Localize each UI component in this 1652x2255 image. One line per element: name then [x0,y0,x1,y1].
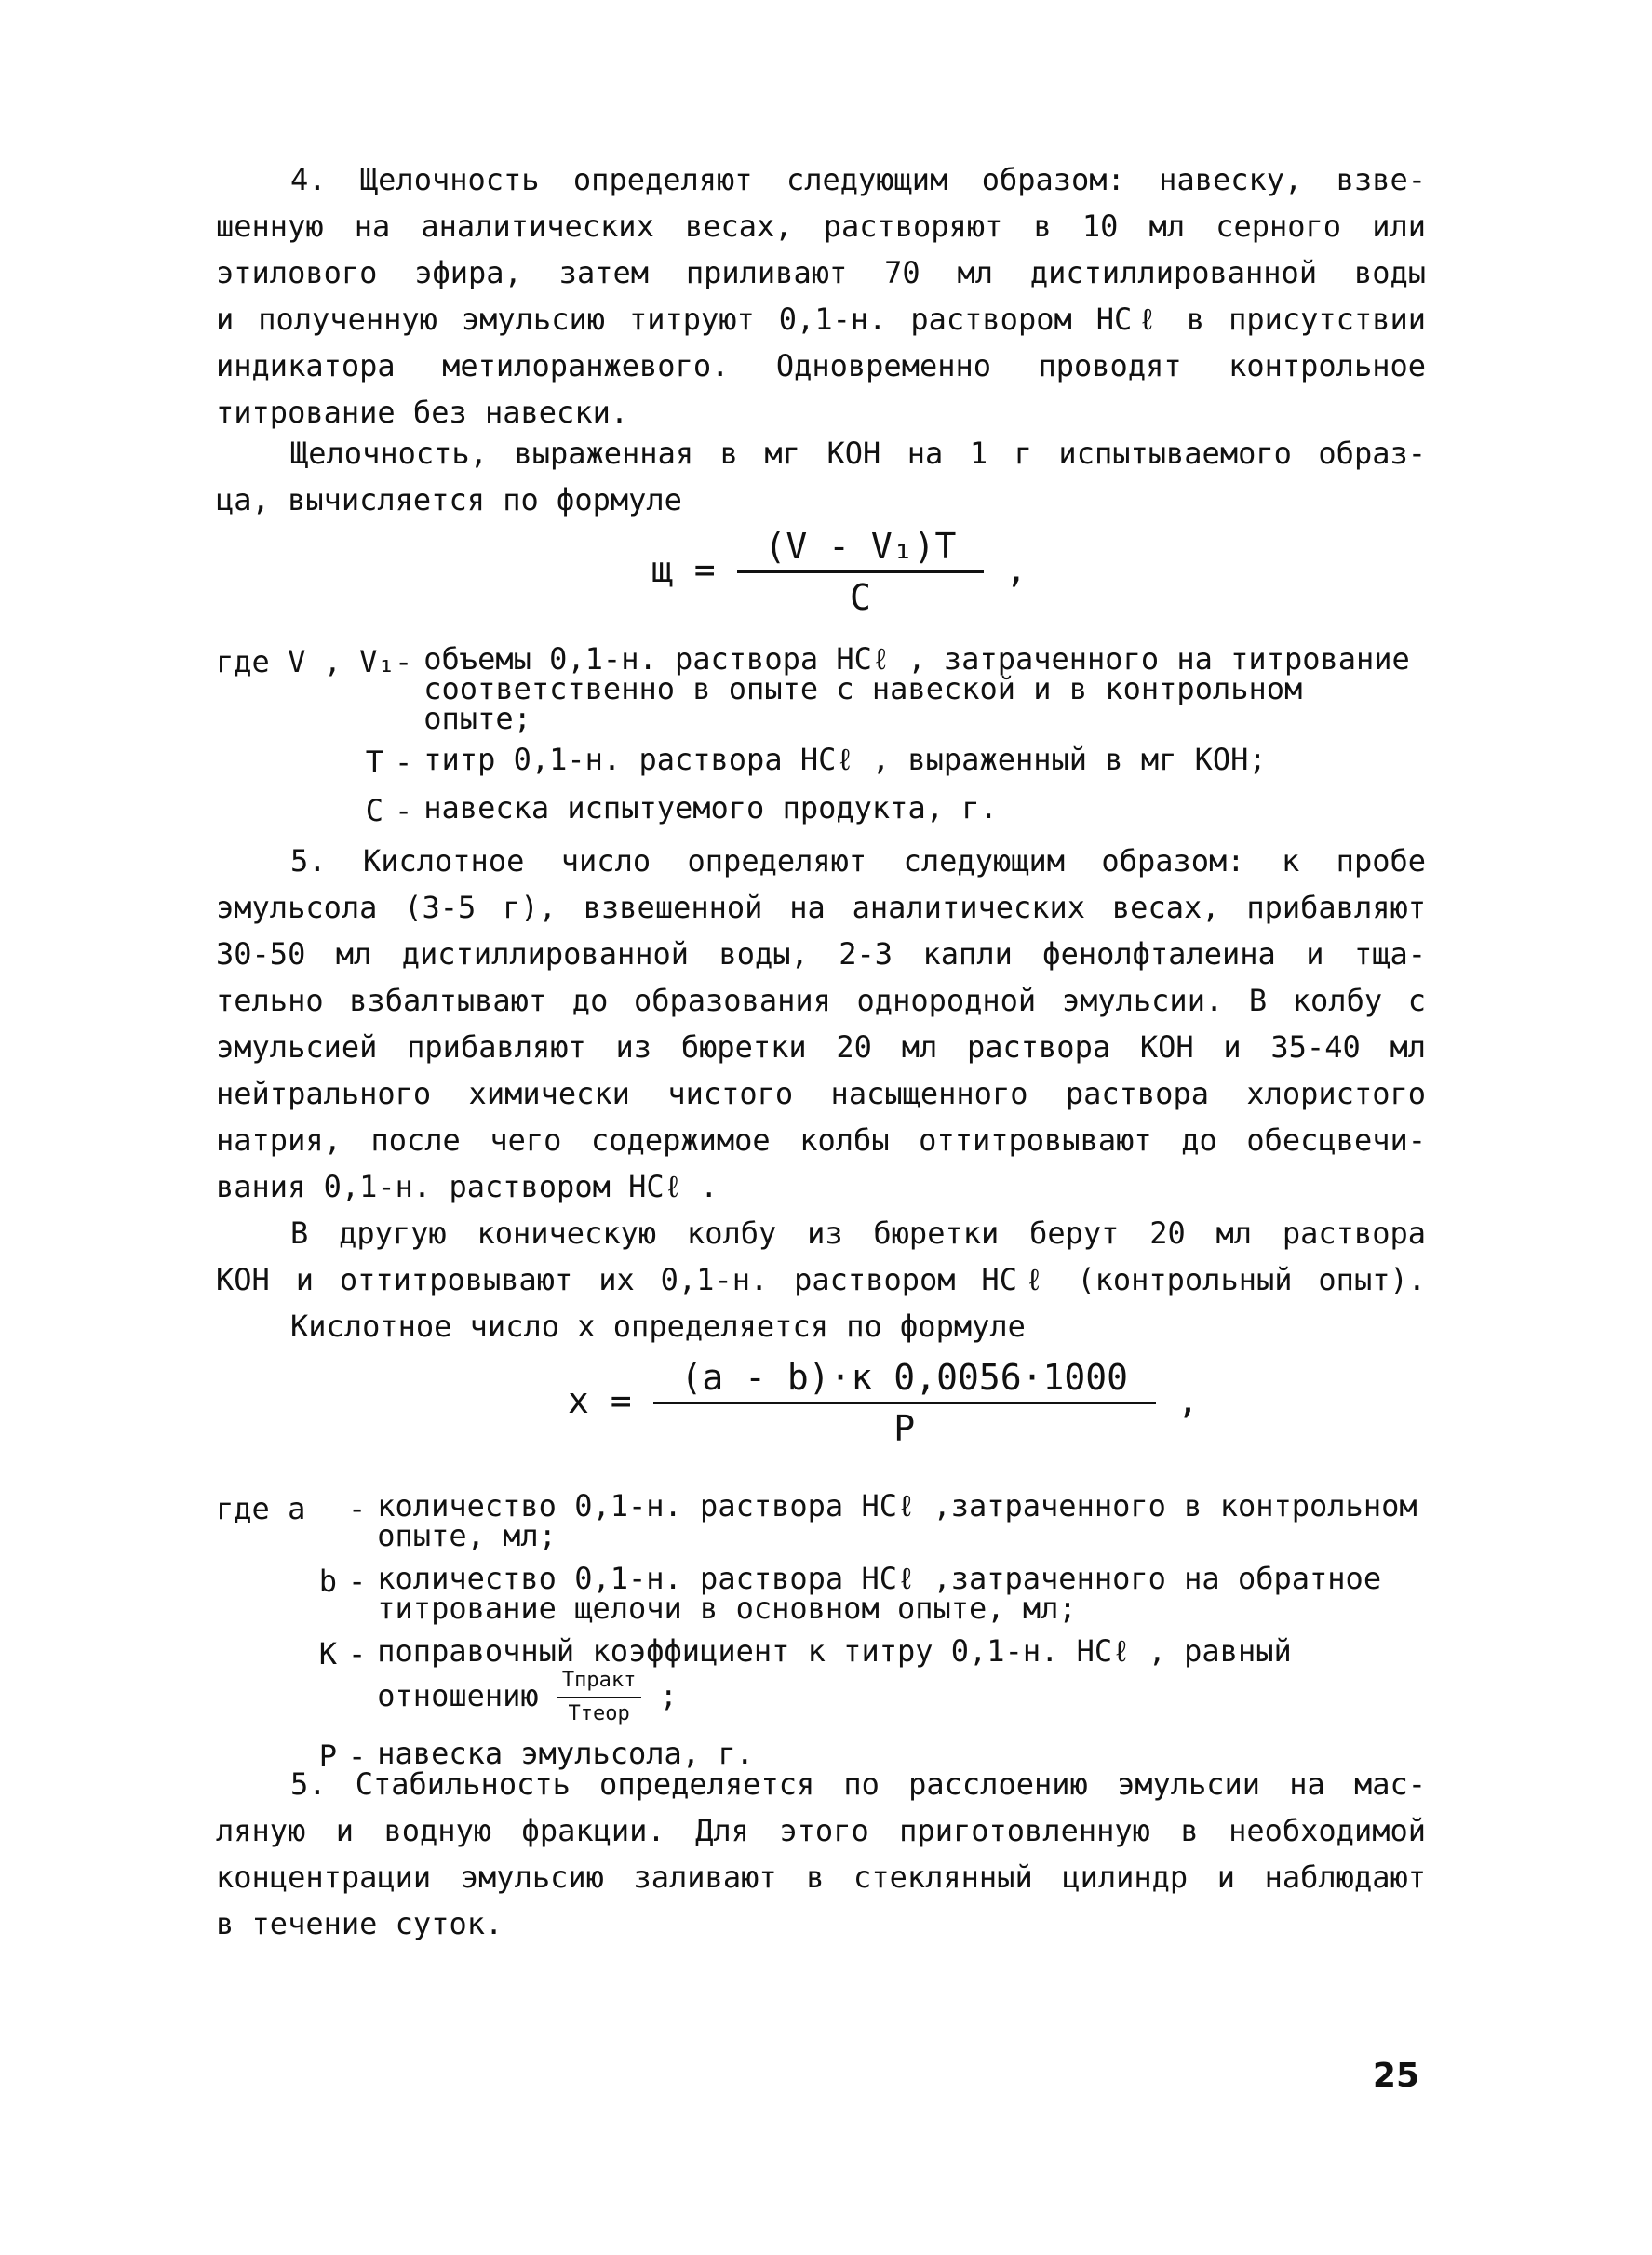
legend-item: b - количество 0,1-н. раствора HCℓ ,затраченного на обратное титрование щелочи в основном опыте, мл; [216,1564,1426,1623]
paragraph-alkalinity-method [216,156,1426,436]
formula-denominator: C [850,577,871,618]
legend-item: C - навеска испытуемого продукта, г. [216,793,1426,828]
text-line: этилового эфира, затем приливают 70 мл дистиллированной воды [216,255,1426,290]
text-line: В другую коническую колбу из бюретки берут 20 мл раствора [290,1215,1426,1251]
formula-numerator: (V - V₁)T [737,526,985,573]
paragraph-alkalinity-intro [216,430,1426,523]
paragraph-acid-number-method [216,838,1426,1210]
formula-tail: , [1176,1380,1199,1421]
text-line: Щелочность, выраженная в мг KOH на 1 г испытываемого образ- [290,436,1426,471]
text-line: концентрации эмульсию заливают в стеклянный цилиндр и наблюдают [216,1859,1426,1895]
text-line: натрия, после чего содержимое колбы оттитровывают до обесцвечи- [216,1122,1426,1158]
formula-numerator: (a - b)·к 0,0056·1000 [653,1357,1156,1404]
text-line: 5. Стабильность определяется по расслоению эмульсии на мас- [290,1766,1426,1802]
ratio-numerator: Tпракт [557,1666,641,1698]
text-line: шенную на аналитических весах, растворяют в 10 мл серного или [216,208,1426,244]
page-number: 25 [1372,2057,1419,2095]
text-line: эмульсией прибавляют из бюретки 20 мл раствора KOH и 35-40 мл [216,1029,1426,1065]
ratio-fraction [557,1666,641,1729]
legend-item: K - поправочный коэффициент к титру 0,1-н. HCℓ , равный отношению $\frac{\text{Tпракт}}{\text{Tтеор}}$ ; [216,1636,1426,1729]
text-line: и полученную эмульсию титруют 0,1-н. раствором HCℓ в присутствии [216,302,1426,337]
formula-fraction [737,526,985,618]
formula-acid-number [568,1357,1199,1449]
legend-symbol: T [365,745,383,780]
formula-fraction [653,1357,1156,1449]
legend-text: количество 0,1-н. раствора HCℓ ,затраченного в контрольном опыте, мл; [377,1488,1417,1553]
legend-text: навеска испытуемого продукта, г. [423,790,998,825]
legend-text: количество 0,1-н. раствора HCℓ ,затраченного на обратное титрование щелочи в основном опыте, мл; [377,1561,1382,1626]
legend-symbol: где V , V₁ [216,644,396,679]
formula-denominator: P [893,1408,916,1449]
text-line: тельно взбалтывают до образования однородной эмульсии. В колбу с [216,983,1426,1018]
text-line: вания 0,1-н. раствором HCℓ . [216,1169,719,1204]
formula-lhs: x = [568,1380,632,1421]
text-line: 30-50 мл дистиллированной воды, 2-3 капли фенолфталеина и тща- [216,936,1426,972]
text-line: ляную и водную фракции. Для этого приготовленную в необходимой [216,1813,1426,1848]
text-line: титрование без навески. [216,395,629,430]
legend-symbol: где a [216,1491,306,1526]
ratio-denominator: Tтеор [568,1702,630,1725]
legend-item: T - титр 0,1-н. раствора HCℓ , выраженный в мг KOH; [216,745,1426,780]
legend-symbol: C [365,793,383,828]
text-line: ца, вычисляется по формуле [216,482,682,517]
paragraph-acid-number-intro [216,1303,1426,1349]
text-line: 5. Кислотное число определяют следующим образом: к пробе [290,843,1426,879]
paragraph-stability-method [216,1761,1426,1947]
formula-alkalinity [651,526,1027,618]
legend-acid-number [216,1488,1426,1774]
legend-item: где V , V₁ - объемы 0,1-н. раствора HCℓ , затраченного на титрование соответственно в опыте с навеской и в контрольном опыте; [216,644,1426,733]
legend-item: где a - количество 0,1-н. раствора HCℓ ,затраченного в контрольном опыте, мл; [216,1491,1426,1550]
legend-text-end: ; [659,1678,678,1713]
legend-text: титр 0,1-н. раствора HCℓ , выраженный в мг KOH; [423,742,1267,777]
legend-item: P - навеска эмульсола, г. [216,1738,1426,1774]
legend-text: объемы 0,1-н. раствора HCℓ , затраченного на титрование соответственно в опыте с навеской и в контрольном опыте; [423,641,1410,736]
legend-symbol: b [318,1564,337,1599]
legend-alkalinity [216,641,1426,828]
legend-symbol: K [318,1636,337,1671]
text-line: эмульсола (3-5 г), взвешенной на аналитических весах, прибавляют [216,890,1426,925]
text-line: в течение суток. [216,1906,504,1941]
text-line: 4. Щелочность определяют следующим образом: навеску, взве- [290,162,1426,197]
text-line: нейтрального химически чистого насыщенного раствора хлористого [216,1076,1426,1111]
formula-lhs: щ = [651,549,716,590]
text-line: Кислотное число x определяется по формуле [290,1309,1026,1344]
legend-text: навеска эмульсола, г. [377,1736,754,1771]
paragraph-control-test [216,1210,1426,1303]
legend-text: поправочный коэффициент к титру 0,1-н. HCℓ , равный отношению [377,1633,1292,1713]
formula-tail: , [1005,549,1027,590]
text-line: KOH и оттитровывают их 0,1-н. раствором HCℓ (контрольный опыт). [216,1262,1426,1297]
text-line: индикатора метилоранжевого. Одновременно проводят контрольное [216,348,1426,383]
legend-symbol: P [318,1738,337,1774]
